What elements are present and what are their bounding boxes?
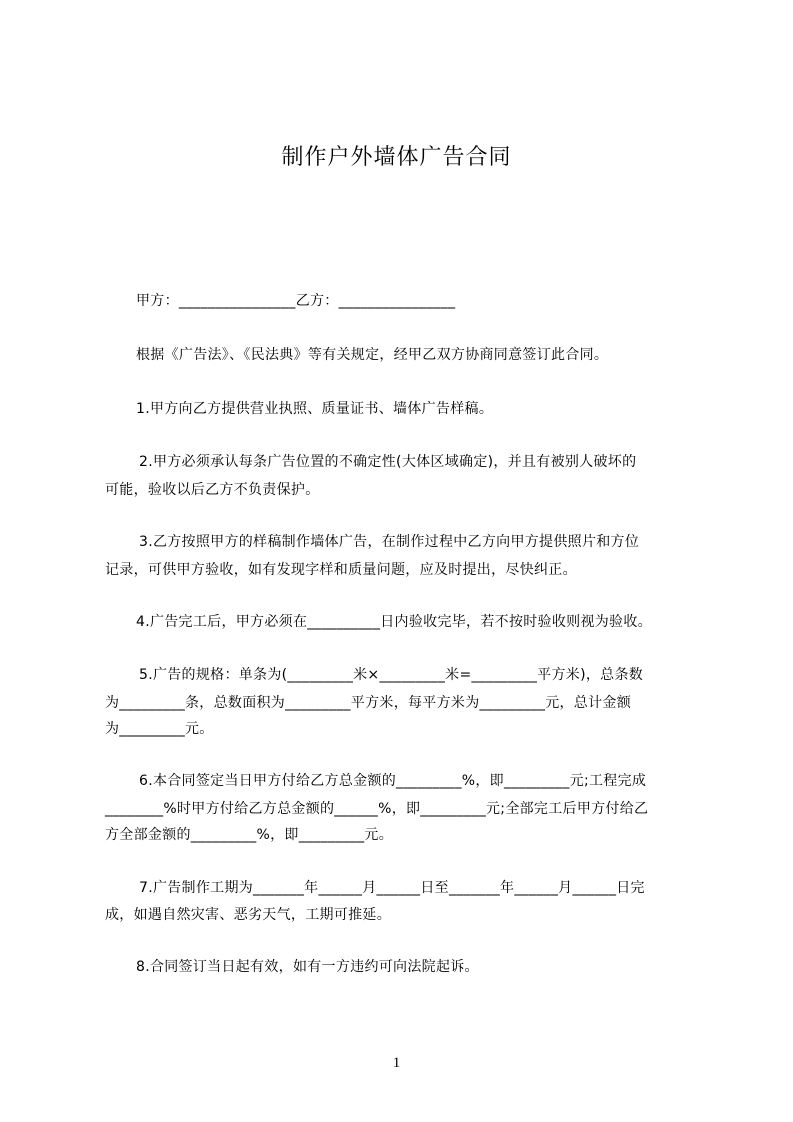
clause-5-line-2: 为_________条，总数面积为_________平方米，每平方米为_________元，总计金额 — [105, 695, 631, 711]
document-title: 制作户外墙体广告合同 — [281, 145, 512, 170]
clause-1: 1.甲方向乙方提供营业执照、质量证书、墙体广告样稿。 — [136, 401, 494, 417]
clause-8: 8.合同签订当日起有效，如有一方违约可向法院起诉。 — [136, 959, 479, 975]
clause-2-line-2: 可能，验收以后乙方不负责保护。 — [105, 482, 320, 498]
clause-2-line-1: 2.甲方必须承认每条广告位置的不确定性(大体区域确定)，并且有被别人破坏的 — [139, 454, 637, 470]
page-number: 1 — [392, 1055, 401, 1071]
clause-7-line-2: 成，如遇自然灾害、恶劣天气，工期可推延。 — [105, 907, 391, 923]
clause-5-line-3: 为_________元。 — [105, 721, 214, 737]
clause-6-line-3: 方全部金额的_________%，即_________元。 — [105, 827, 394, 843]
clause-6-line-2: ________%时甲方付给乙方总金额的______%，即_________元;全部完工后甲方付给乙 — [105, 801, 649, 817]
clause-3-line-2: 记录，可供甲方验收，如有发现字样和质量问题，应及时提出，尽快纠正。 — [105, 562, 577, 578]
clause-7-line-1: 7.广告制作工期为_______年______月______日至_______年______月______日完 — [139, 880, 645, 896]
clause-4: 4.广告完工后，甲方必须在__________日内验收完毕，若不按时验收则视为验收。 — [136, 614, 652, 630]
intro-paragraph: 根据《广告法》、《民法典》等有关规定，经甲乙双方协商同意签订此合同。 — [136, 347, 609, 363]
clause-3-line-1: 3.乙方按照甲方的样稿制作墙体广告，在制作过程中乙方向甲方提供照片和方位 — [139, 534, 640, 550]
clause-5-line-1: 5.广告的规格：单条为(_________米×_________米=_________平方米)，总条数 — [139, 667, 644, 683]
clause-6-line-1: 6.本合同签定当日甲方付给乙方总金额的_________%，即_________元;工程完成 — [139, 773, 647, 789]
parties-line: 甲方：________________乙方：________________ — [136, 293, 456, 309]
